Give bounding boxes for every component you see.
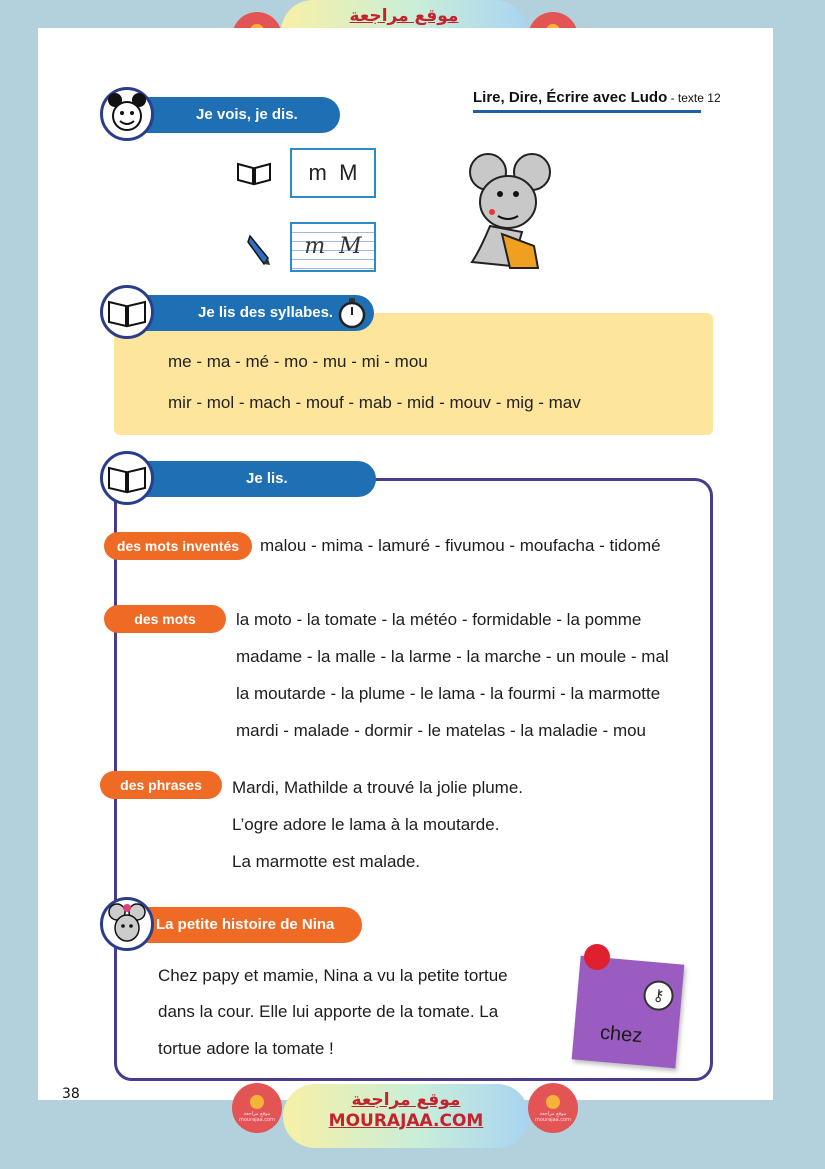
site-banner-bottom[interactable] [283,1084,529,1148]
worksheet-title [473,89,721,106]
print-letters: m M [308,160,358,185]
section-nina-label: La petite histoire de Nina [156,916,335,933]
syllables-box [114,313,713,435]
section-syllabes-label: Je lis des syllabes. [198,304,334,321]
title-main: Lire, Dire, Écrire avec Ludo [473,89,668,106]
book-circle-icon [100,451,154,505]
section-je-lis-label: Je lis. [246,470,288,487]
section-nina-pill [120,907,362,943]
open-book-icon [236,158,272,190]
sticky-note [572,956,685,1069]
sentence-2: L’ogre adore le lama à la moutarde. [232,815,500,834]
story-line-2: dans la cour. Elle lui apporte de la tomate. La [158,1002,499,1021]
mouse-face-icon [100,87,154,141]
page-number: 38 [62,1086,80,1102]
cursive-letters: m M [304,234,362,259]
syllables-line-1: me - ma - mé - mo - mu - mi - mou [168,352,428,371]
story-line-1: Chez papy et mamie, Nina a vu la petite tortue [158,966,508,985]
logo-text: موقع مراجعة mourajaa.com [534,1111,571,1123]
section-je-vois-label: Je vois, je dis. [196,106,298,123]
story-line-3: tortue adore la tomate ! [158,1039,334,1058]
sentence-1: Mardi, Mathilde a trouvé la jolie plume. [232,778,524,797]
words-line-3: la moutarde - la plume - le lama - la fourmi - la marmotte [236,684,661,703]
section-je-lis-pill [120,461,376,497]
cursive-letters-card [290,222,376,272]
tag-mots: des mots [104,605,226,633]
section-syllabes-pill [120,295,374,331]
tag-mots-inventes: des mots inventés [104,532,252,560]
ludo-mouse-illustration [462,150,558,278]
site-name-latin[interactable]: MOURAJAA.COM [328,1111,484,1131]
key-icon: ⚷ [642,979,675,1012]
pen-icon [246,234,272,270]
book-circle-icon [100,285,154,339]
sticky-word: chez [599,1021,644,1048]
words-line-1: la moto - la tomate - la météo - formidable - la pomme [236,610,642,629]
words-line-2: madame - la malle - la larme - la marche - un moule - mal [236,647,669,666]
pushpin-icon [584,944,610,970]
stopwatch-icon [337,297,367,333]
words-line-4: mardi - malade - dormir - le matelas - la maladie - mou [236,721,647,740]
print-letters-card [290,148,376,198]
tag-phrases: des phrases [100,771,222,799]
logo-bubble-icon [546,1095,560,1109]
syllables-line-2: mir - mol - mach - mouf - mab - mid - mouv - mig - mav [168,393,581,412]
title-underline [473,110,701,113]
sentence-3: La marmotte est malade. [232,852,421,871]
site-logo-right-bottom [528,1083,578,1133]
invented-words-line: malou - mima - lamuré - fivumou - moufacha - tidomé [260,536,661,555]
logo-text: موقع مراجعة mourajaa.com [238,1111,275,1123]
title-sub: - texte 12 [667,91,721,105]
logo-bubble-icon [250,1095,264,1109]
site-name-arabic[interactable]: موقع مراجعة [349,6,459,26]
site-name-arabic[interactable]: موقع مراجعة [351,1090,461,1110]
nina-mouse-icon [100,897,154,951]
site-logo-left-bottom [232,1083,282,1133]
